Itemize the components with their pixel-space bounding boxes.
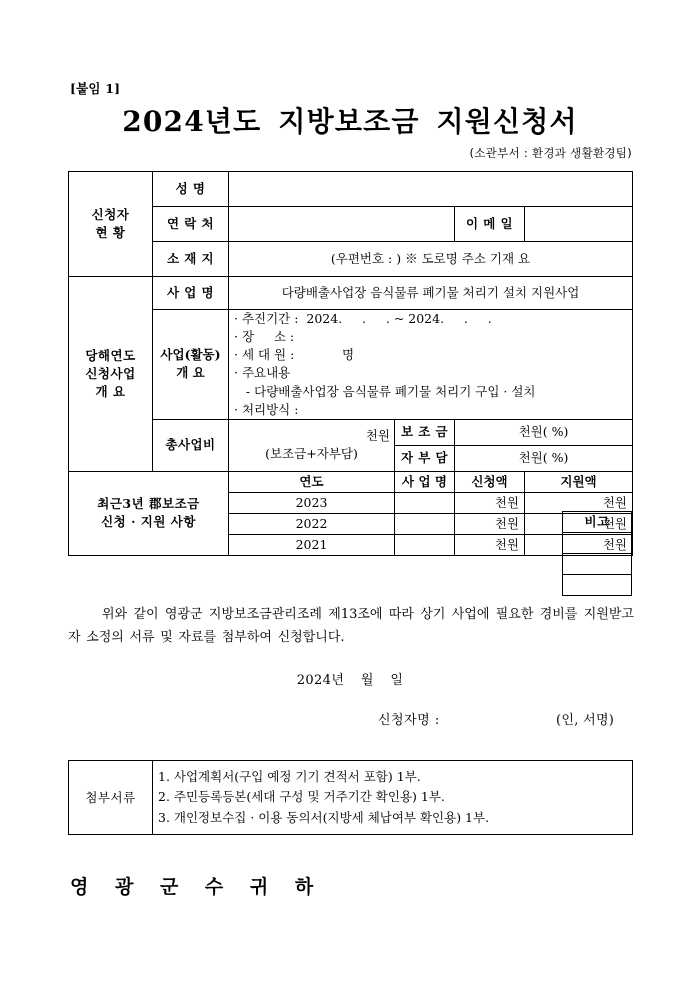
table-row-attachments: [69, 761, 633, 835]
self-fund-field[interactable]: 천원( %): [455, 445, 633, 471]
attachments-table: [68, 760, 633, 835]
department-note: (소관부서 : 환경과 생활환경팀): [469, 146, 632, 160]
history-applied[interactable]: 천원: [455, 492, 525, 513]
name-field[interactable]: [229, 172, 633, 207]
applicant-section-label: 신청자 현 황: [69, 172, 153, 277]
history-section-label: 최근3년 郡보조금 신청 · 지원 사항: [69, 471, 229, 555]
applicant-signature-label: 신청자명 :: [378, 713, 440, 728]
history-note[interactable]: [563, 575, 632, 596]
attachments-label: 첨부서류: [69, 761, 153, 835]
declaration-statement: 위와 같이 영광군 지방보조금관리조례 제13조에 따라 상기 사업에 필요한 경비를 지원받고자 소정의 서류 및 자료를 첨부하여 신청합니다.: [68, 607, 634, 645]
self-fund-label: 자 부 담: [395, 445, 455, 471]
attachment-tag: [붙임 1]: [70, 81, 121, 96]
name-label: 성 명: [153, 172, 229, 207]
history-business[interactable]: [395, 513, 455, 534]
history-note-column: [562, 511, 632, 596]
table-row: [563, 554, 632, 575]
email-field[interactable]: [525, 207, 633, 242]
history-year: 2021: [229, 534, 395, 555]
table-row: [563, 575, 632, 596]
history-col-year: 연도: [229, 471, 395, 492]
table-row-business-name: [69, 277, 633, 310]
total-cost-sublabel: (보조금+자부담): [265, 446, 358, 462]
list-item: 3. 개인정보수집 · 이용 동의서(지방세 체납여부 확인용) 1부.: [158, 809, 490, 825]
table-row-applicant-name: [69, 172, 633, 207]
history-col-business: 사 업 명: [395, 471, 455, 492]
subsidy-label: 보 조 금: [395, 419, 455, 445]
table-row-note-header: [563, 512, 632, 533]
business-name-label: 사 업 명: [153, 277, 229, 310]
table-row-project-outline: [69, 310, 633, 420]
project-section-label: 당해연도 신청사업 개 요: [69, 277, 153, 472]
list-item: 2. 주민등록등본(세대 구성 및 거주기간 확인용) 1부.: [158, 789, 445, 805]
project-outline-list: · 추진기간 : 2024. . . ~ 2024. . . · 장 소 : · 세 대 원 : 명 · 주요내용 - 다량배출사업장 음식물류 폐기물 처리기 구입 · 설치 · 처리방식 :: [229, 310, 633, 420]
history-col-applied: 신청액: [455, 471, 525, 492]
list-item: 1. 사업계획서(구입 예정 기기 견적서 포함) 1부.: [158, 769, 421, 784]
table-row-history-header: [69, 471, 633, 492]
history-granted[interactable]: 천원: [525, 513, 633, 534]
history-applied[interactable]: 천원: [455, 534, 525, 555]
address-field[interactable]: (우편번호 : ) ※ 도로명 주소 기재 요: [229, 242, 633, 277]
total-cost-unit: 천원: [365, 428, 390, 444]
table-row-applicant-contact: [69, 207, 633, 242]
history-col-note: 비고: [563, 512, 632, 533]
history-year: 2023: [229, 492, 395, 513]
project-outline-label: 사업(활동) 개 요: [153, 310, 229, 420]
history-granted[interactable]: 천원: [525, 534, 633, 555]
history-applied[interactable]: 천원: [455, 513, 525, 534]
date-line: 2024년 월 일: [296, 673, 404, 688]
page-title: 2024년도 지방보조금 지원신청서: [122, 105, 578, 138]
contact-field[interactable]: [229, 207, 455, 242]
application-main-table: [68, 171, 633, 556]
table-row: [563, 533, 632, 554]
history-note[interactable]: [563, 533, 632, 554]
total-cost-field[interactable]: [229, 419, 395, 471]
addressee-line: 영 광 군 수 귀 하: [70, 876, 319, 898]
subsidy-field[interactable]: 천원( %): [455, 419, 633, 445]
business-name-value: 다량배출사업장 음식물류 폐기물 처리기 설치 지원사업: [229, 277, 633, 310]
total-cost-label: 총사업비: [153, 419, 229, 471]
history-granted[interactable]: 천원: [525, 492, 633, 513]
seal-note: (인, 서명): [556, 713, 615, 728]
table-row-total-cost-subsidy: [69, 419, 633, 445]
history-business[interactable]: [395, 534, 455, 555]
history-year: 2022: [229, 513, 395, 534]
attachments-list: [153, 761, 633, 835]
email-label: 이 메 일: [455, 207, 525, 242]
contact-label: 연 락 처: [153, 207, 229, 242]
history-note[interactable]: [563, 554, 632, 575]
table-row-applicant-address: [69, 242, 633, 277]
address-label: 소 재 지: [153, 242, 229, 277]
history-col-granted: 지원액: [525, 471, 633, 492]
history-business[interactable]: [395, 492, 455, 513]
